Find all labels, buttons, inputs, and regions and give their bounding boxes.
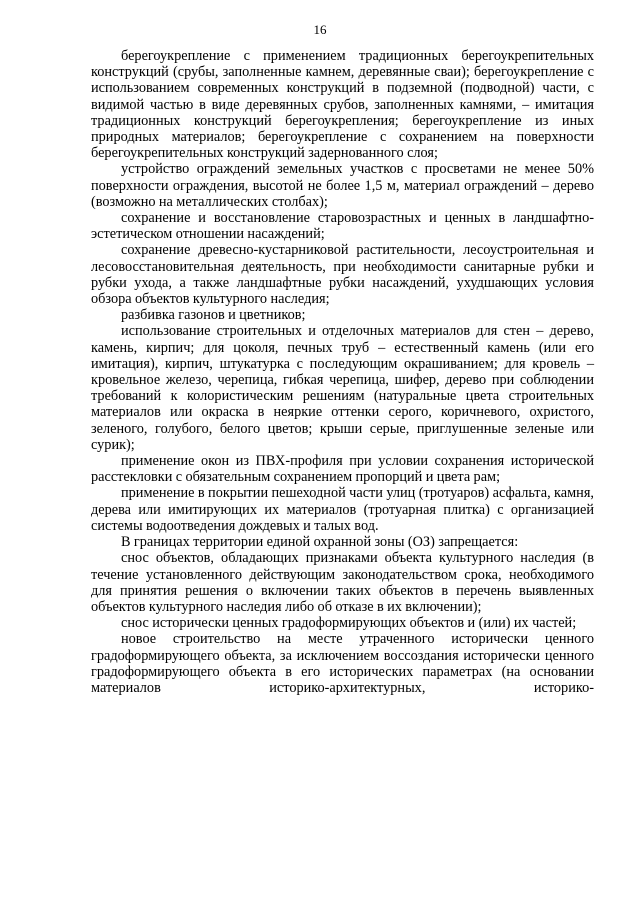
document-body: [91, 48, 594, 696]
paragraph-vegetation: сохранение древесно-кустарниковой растительности, лесоустроительная и лесовосстановительная деятельность, при необходимости санитарные рубки и рубки ухода, а также ландшафтные рубки насаждений, ухудшающих условия обзора объектов культурного наследия;: [91, 242, 594, 308]
paragraph-fences: устройство ограждений земельных участков с просветами не менее 50% поверхности ограждения, высотой не более 1,5 м, материал ограждений – дерево (возможно на металлических столбах);: [91, 161, 594, 210]
paragraph-bank-protection: берегоукрепление с применением традиционных берегоукрепительных конструкций (срубы, заполненные камнем, деревянные сваи); берегоукрепление с использованием современных конструкций в подземной (подводной) части, с видимой частью в виде деревянных срубов, заполненных камнями, – имитация традиционных конструкций берегоукрепления; берегоукрепление из иных природных материалов; берегоукрепление с сохранением на поверхности берегоукрепительных конструкций задернованного слоя;: [91, 48, 594, 162]
paragraph-demolition-heritage: снос объектов, обладающих признаками объекта культурного наследия (в течение установленного действующим законодательством срока, необходимого для принятия решения о включении таких объектов в перечень выявленных объектов культурного наследия либо об отказе в их включении);: [91, 550, 594, 615]
paragraph-lawns: разбивка газонов и цветников;: [121, 307, 306, 324]
paragraph-demolition-valuable: снос исторически ценных градоформирующих объектов и (или) их частей;: [121, 615, 577, 632]
paragraph-new-construction: новое строительство на месте утраченного исторически ценного градоформирующего объекта, за исключением воссоздания исторически ценного градоформирующего объекта в его исторических параметрах (на основании материалов историко-архитектурных, историко-: [91, 631, 594, 696]
paragraph-old-plantings: сохранение и восстановление старовозрастных и ценных в ландшафтно-эстетическом отношении насаждений;: [91, 210, 594, 243]
paragraph-pavement: применение в покрытии пешеходной части улиц (тротуаров) асфальта, камня, дерева или имитирующих их материалов (тротуарная плитка) с организацией системы водоотведения дождевых и талых вод.: [91, 485, 594, 534]
paragraph-prohibited-heading: В границах территории единой охранной зоны (ОЗ) запрещается:: [121, 534, 519, 551]
paragraph-pvc-windows: применение окон из ПВХ-профиля при условии сохранения исторической расстекловки с обязательным сохранением пропорций и цвета рам;: [91, 453, 594, 486]
page-number: 16: [313, 22, 327, 37]
paragraph-materials: использование строительных и отделочных материалов для стен – дерево, камень, кирпич; для цоколя, печных труб – естественный камень (или его имитация), кирпич, штукатурка с последующим окрашиванием; для кровель – кровельное железо, черепица, гибкая черепица, шифер, дерево при соблюдении требований к колористическим решениям (натуральные цвета строительных материалов или окраска в неяркие оттенки серого, коричневого, охристого, зеленого, голубого, белого цветов; крыши серые, приглушенные зеленые или сурик);: [91, 323, 594, 453]
